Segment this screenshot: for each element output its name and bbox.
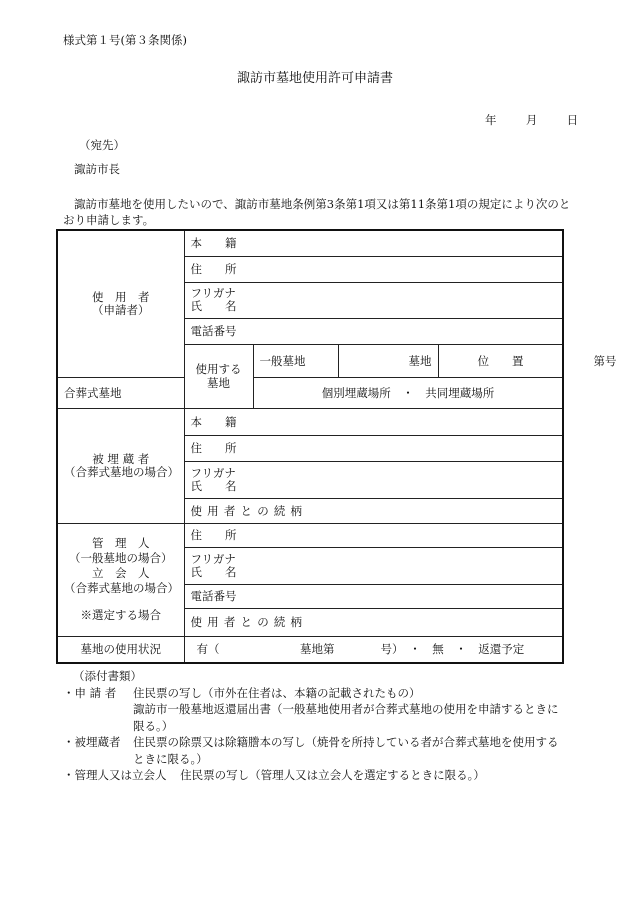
manager-note: ※選定する場合 <box>80 608 161 622</box>
usage-status-field[interactable] <box>184 636 563 663</box>
date-month: 月 <box>525 113 538 127</box>
manager-relation-label: 使用者との続柄 <box>190 615 308 629</box>
intro-line-1: 諏訪市墓地を使用したいので、諏訪市墓地条例第3条第1項又は第11条第1項の規定により次のと <box>74 197 571 211</box>
grave-joint-label: 合葬式墓地 <box>57 377 184 408</box>
buried-furigana-label: フリガナ <box>190 465 236 480</box>
applicant-name-field[interactable] <box>184 282 563 318</box>
grave-joint-options[interactable]: 個別埋蔵場所 ・ 共同埋蔵場所 <box>253 377 563 408</box>
date-field[interactable] <box>485 112 578 128</box>
attach-buried-line-2: ときに限る。） <box>133 751 208 766</box>
attach-manager-text: 住民票の写し（管理人又は立会人を選定するときに限る。） <box>180 768 485 782</box>
buried-name-label: 氏 名 <box>190 478 237 493</box>
buried-section-label <box>57 408 184 523</box>
applicant-name-label: 氏 名 <box>190 299 237 313</box>
manager-name-label: 氏 名 <box>190 564 237 579</box>
applicant-honseki-field[interactable] <box>184 230 563 256</box>
buried-address-field[interactable] <box>184 435 563 461</box>
manager-subtitle-2: （合葬式墓地の場合） <box>64 581 179 595</box>
manager-address-label: 住 所 <box>190 528 237 542</box>
date-year: 年 <box>485 113 497 127</box>
attachments-heading: （添付書類） <box>73 669 142 683</box>
applicant-subtitle: （申請者） <box>92 302 150 317</box>
grave-general-label: 一般墓地 <box>253 344 338 377</box>
intro-text <box>63 196 583 228</box>
applicant-phone-label: 電話番号 <box>190 324 237 338</box>
buried-relation-field[interactable] <box>184 498 563 523</box>
attach-manager-label: ・管理人又は立会人 <box>63 768 167 782</box>
intro-line-2: おり申請します。 <box>63 213 155 227</box>
applicant-furigana-label: フリガナ <box>190 286 236 300</box>
form-number: 様式第１号(第３条関係) <box>63 33 187 47</box>
applicant-section-label <box>57 230 184 377</box>
grave-dai-label: 第 <box>593 353 605 368</box>
applicant-title: 使 用 者 <box>92 289 150 304</box>
attach-applicant-line-2: 諏訪市一般墓地返還届出書（一般墓地使用者が合葬式墓地の使用を申請するときに <box>133 702 559 716</box>
buried-relation-label: 使用者との続柄 <box>190 503 308 518</box>
grave-section-label: 使用する墓地 <box>184 344 253 408</box>
usage-status-text: 有（ 墓地第 号） ・ 無 ・ 返還予定 <box>196 642 525 657</box>
manager-subtitle-1: （一般墓地の場合） <box>69 551 173 565</box>
buried-address-label: 住 所 <box>190 441 237 455</box>
grave-go-label: 号 <box>605 353 617 368</box>
manager-name-field[interactable] <box>184 547 563 584</box>
manager-title-1: 管 理 人 <box>92 536 150 550</box>
manager-relation-field[interactable] <box>184 608 563 636</box>
manager-phone-field[interactable] <box>184 584 563 608</box>
attach-buried-line-1: 住民票の除票又は除籍謄本の写し（焼骨を所持している者が合葬式墓地を使用する <box>133 735 559 749</box>
buried-title: 被 埋 蔵 者 <box>92 451 150 466</box>
date-day: 日 <box>566 113 579 127</box>
buried-honseki-field[interactable] <box>184 408 563 435</box>
grave-bochi-field[interactable] <box>338 344 438 377</box>
buried-name-field[interactable] <box>184 461 563 498</box>
attach-applicant-line-3: 限る。） <box>133 718 174 733</box>
attach-applicant-line-1: 住民票の写し（市外在住者は、本籍の記載されたもの） <box>133 685 421 700</box>
applicant-phone-field[interactable] <box>184 318 563 344</box>
manager-title-2: 立 会 人 <box>92 566 150 580</box>
attachments-section <box>63 668 583 784</box>
applicant-address-field[interactable] <box>184 256 563 282</box>
buried-honseki-label: 本 籍 <box>190 414 237 429</box>
manager-phone-label: 電話番号 <box>190 589 237 603</box>
applicant-address-label: 住 所 <box>190 262 237 276</box>
attach-buried-label: ・被埋蔵者 <box>63 735 121 749</box>
document-title: 諏訪市墓地使用許可申請書 <box>236 71 393 86</box>
addressee-label: （宛先） <box>79 138 125 152</box>
attach-applicant-label: ・申 請 者 <box>63 685 117 700</box>
buried-subtitle: （合葬式墓地の場合） <box>64 464 179 479</box>
manager-section-label <box>57 523 184 636</box>
application-form-table <box>56 229 617 664</box>
manager-furigana-label: フリガナ <box>190 551 236 566</box>
usage-section-label: 墓地の使用状況 <box>57 636 184 663</box>
grave-bochi-label: 墓地 <box>408 353 432 368</box>
addressee-name: 諏訪市長 <box>74 162 120 176</box>
grave-position-label: 位 置 <box>438 344 563 377</box>
manager-address-field[interactable] <box>184 523 563 547</box>
applicant-honseki-label: 本 籍 <box>190 236 237 251</box>
